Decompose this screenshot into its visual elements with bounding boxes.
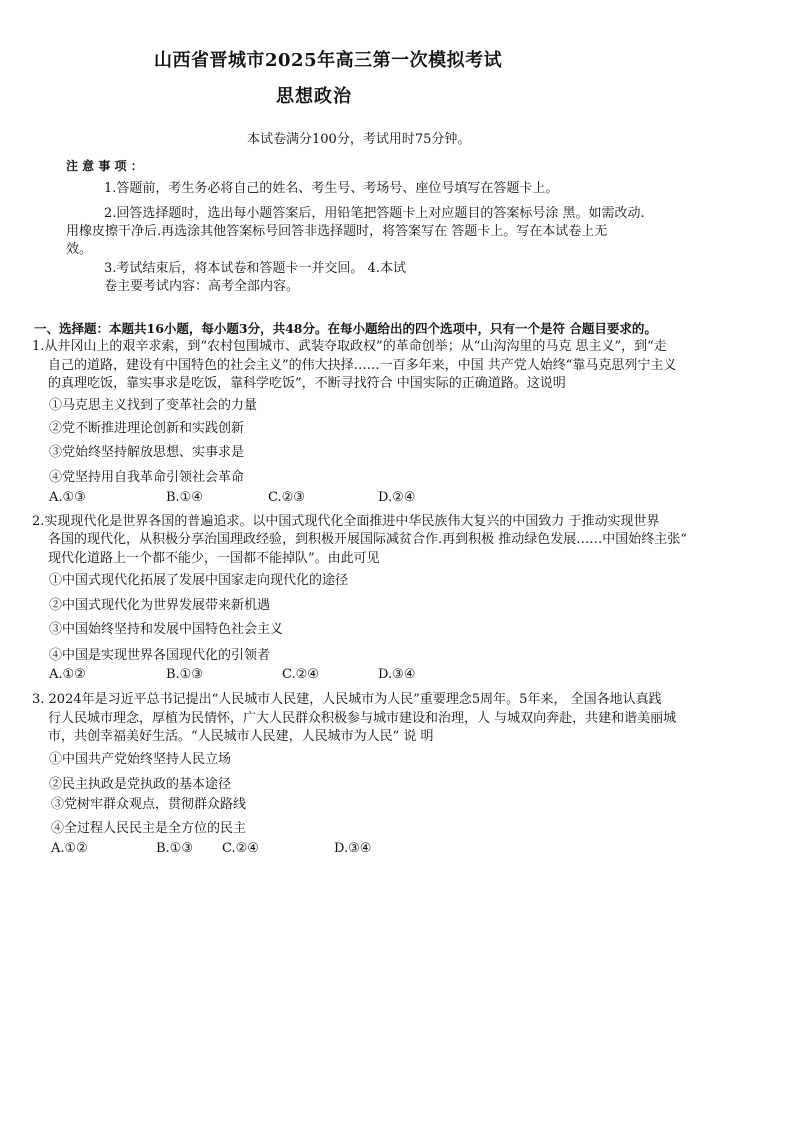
choice-d: D.③④	[334, 841, 372, 856]
choice-c: C.②④	[222, 841, 259, 856]
question-stem-line: 现代化道路上一个都不能少，一国都不能掉队”。由此可见	[48, 551, 380, 566]
choice-a: A.①②	[49, 667, 86, 682]
choice-b: B.①③	[156, 841, 193, 856]
choice-c: C.②③	[268, 490, 305, 505]
exam-title: 山西省晋城市2025年高三第一次模拟考试	[154, 50, 503, 71]
choice-a: A.①③	[49, 490, 86, 505]
choice-b: B.①③	[166, 667, 203, 682]
statement-3: ③党始终坚持解放思想、实事求是	[49, 445, 245, 460]
question-stem-line: 2.实现现代化是世界各国的普遍追求。以中国式现代化全面推进中华民族伟大复兴的中国致力 于推动实现世界	[32, 514, 660, 529]
choice-d: D.②④	[378, 490, 416, 505]
statement-2: ②党不断推进理论创新和实践创新	[49, 421, 245, 436]
exam-info: 本试卷满分100分，考试用时75分钟。	[247, 132, 471, 147]
choice-b: B.①④	[166, 490, 203, 505]
subject-title: 思想政治	[276, 86, 352, 107]
question-stem-line: 的真理吃饭，靠实事求是吃饭，靠科学吃饭”，不断寻找符合 中国实际的正确道路。这说明	[48, 376, 566, 391]
choice-a: A.①②	[51, 841, 88, 856]
question-stem-line: 1.从井冈山上的艰辛求索，到“农村包围城市、武装夺取政权”的革命创举；从“山沟沟里的马克 思主义”，到“走	[32, 339, 667, 354]
question-stem-line: 市，共创幸福美好生活。“人民城市人民建，人民城市为人民” 说 明	[48, 729, 434, 744]
statement-1: ①中国式现代化拓展了发展中国家走向现代化的途径	[49, 573, 349, 588]
statement-4: ④全过程人民民主是全方位的民主	[51, 821, 247, 836]
notice-heading: 注 意 事 项 ：	[66, 159, 143, 173]
section-heading: 一、选择题：本题共16小题，每小题3分，共48分。在每小题给出的四个选项中，只有一个是符 合题目要求的。	[34, 321, 657, 336]
notice-item-2-line-2: 用橡皮擦干净后.再选涂其他答案标号回答非选择题时，将答案写在 答题卡上。写在本试卷上无	[66, 224, 608, 239]
notice-item-2-line-3: 效。	[66, 242, 93, 257]
question-stem-line: 自己的道路，建设有中国特色的社会主义”的伟大抉择……一百多年来，中国 共产党人始终“靠马克思列宁主义	[48, 358, 677, 373]
statement-2: ②民主执政是党执政的基本途径	[49, 777, 232, 792]
statement-2: ②中国式现代化为世界发展带来新机遇	[49, 598, 271, 613]
statement-4: ④党坚持用自我革命引领社会革命	[49, 470, 245, 485]
choice-d: D.③④	[378, 667, 416, 682]
notice-item-1: 1.答题前，考生务必将自己的姓名、考生号、考场号、座位号填写在答题卡上。	[104, 181, 559, 196]
choice-c: C.②④	[282, 667, 319, 682]
notice-item-3-line-1: 3.考试结束后，将本试卷和答题卡一并交回。 4.本试	[104, 261, 406, 276]
statement-4: ④中国是实现世界各国现代化的引领者	[49, 648, 271, 663]
notice-item-3-line-2: 卷主要考试内容：高考全部内容。	[104, 279, 300, 294]
question-stem-line: 行人民城市理念，厚植为民情怀，广大人民群众积极参与城市建设和治理，人 与城双向奔赴，共建和谐美丽城	[48, 711, 677, 726]
statement-1: ①中国共产党始终坚持人民立场	[49, 752, 232, 767]
statement-3: ③中国始终坚持和发展中国特色社会主义	[49, 622, 284, 637]
statement-3: ③党树牢群众观点，贯彻群众路线	[51, 797, 247, 812]
notice-item-2-line-1: 2.回答选择题时，选出每小题答案后，用铅笔把答题卡上对应题目的答案标号涂 黑。如需改动.	[104, 206, 645, 221]
statement-1: ①马克思主义找到了变革社会的力量	[49, 398, 258, 413]
question-stem-line: 各国的现代化，从积极分享治国理政经验，到积极开展国际减贫合作.再到积极 推动绿色发展……中国始终主张“	[48, 532, 687, 547]
question-stem-line: 3. 2024年是习近平总书记提出“人民城市人民建，人民城市为人民”重要理念5周年。5年来， 全国各地认真践	[32, 692, 662, 707]
